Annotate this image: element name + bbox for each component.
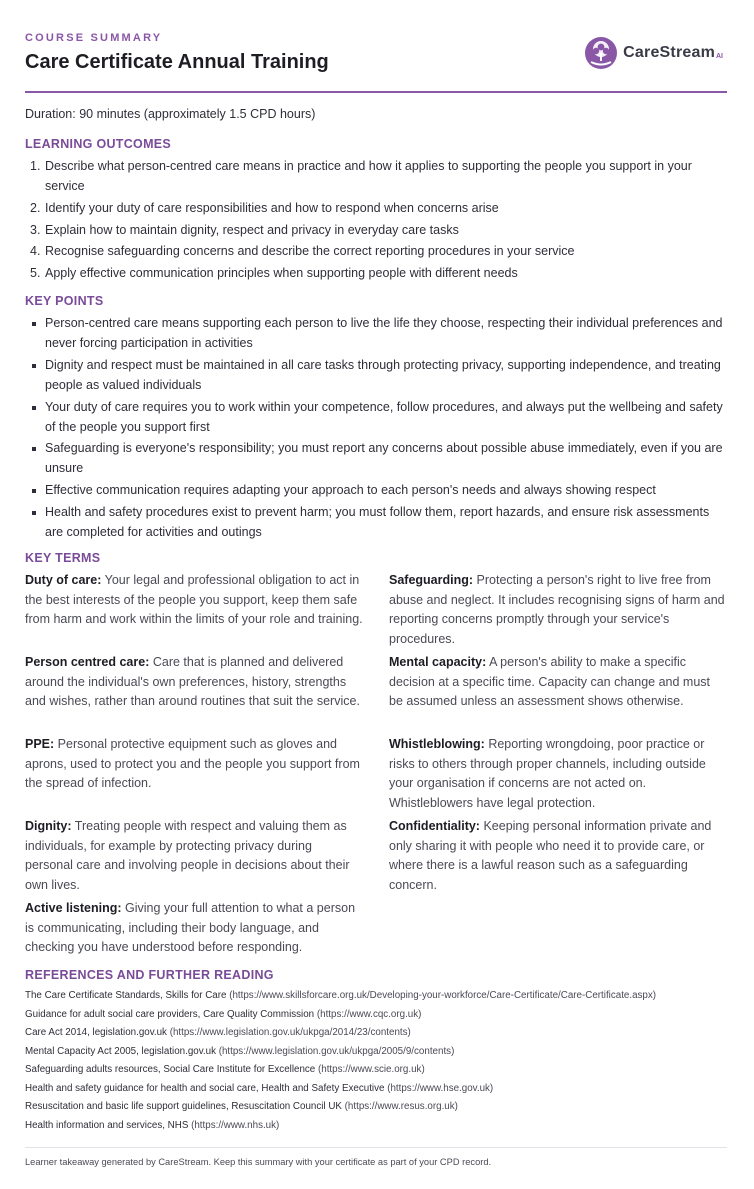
brand-name: CareStream [623,44,715,61]
reference-item: Health and safety guidance for health and social care, Health and Safety Executive (https://www.hse.gov.uk) [25,1082,494,1094]
course-duration: Duration: 90 minutes (approximately 1.5 CPD hours) [25,107,316,121]
list-item: 4. Recognise safeguarding concerns and describe the correct reporting procedures in your service [30,244,575,259]
reference-link[interactable]: (https://www.nhs.uk) [191,1119,280,1131]
list-item: 5. Apply effective communication principles when supporting people with different needs [30,266,518,281]
key-term: Duty of care: Your legal and professional obligation to act in the best interests of the people you support, keep them safe from harm and work within the limits of your role and training. [25,573,363,627]
key-term: Mental capacity: A person's ability to make a specific decision at a specific time. Capacity can change and must be assumed unless an assessment shows otherwise. [389,655,711,709]
reference-link[interactable]: (https://www.cqc.org.uk) [316,1008,422,1020]
key-term: Confidentiality: Keeping personal information private and only sharing it with people who need it to provide care, or where there is a lawful reason such as a safeguarding concern. [389,819,712,893]
reference-item: Safeguarding adults resources, Social Care Institute for Excellence (https://www.scie.org.uk) [25,1064,425,1075]
key-term: Whistleblowing: Reporting wrongdoing, poor practice or risks to others through proper channels, including outside your organisation if concerns are not acted on. Whistleblowers have legal protection. [389,737,706,811]
reference-item: Care Act 2014, legislation.gov.uk (https://www.legislation.gov.uk/ukpga/2014/23/contents) [25,1027,411,1038]
reference-link[interactable]: (https://www.skillsforcare.org.uk/Developing-your-workforce/Care-Certificate/Care-Certificate.aspx) [229,990,657,1001]
key-term: PPE: Personal protective equipment such as gloves and aprons, used to protect you and the people you support from the spread of infection. [25,737,360,791]
list-item: Person-centred care means supporting each person to live the life they choose, respecting their individual preferences and never forcing participation in activities [25,313,725,353]
reference-item: The Care Certificate Standards, Skills for Care (https://www.skillsforcare.org.uk/Developing-your-workforce/Care-Certificate/Care-Certificate.aspx) [25,990,657,1001]
reference-link[interactable]: (https://www.scie.org.uk) [318,1064,425,1075]
learning-outcomes-list [25,156,725,285]
eyebrow-label: COURSE SUMMARY [25,32,163,44]
list-item: Health and safety procedures exist to prevent harm; you must follow them, report hazards, and ensure risk assessments are completed for activities and outings [25,502,725,542]
header [25,0,727,93]
carestream-tree-logo-icon [584,36,618,70]
reference-item: Resuscitation and basic life support guidelines, Resuscitation Council UK (https://www.resus.org.uk) [25,1101,458,1112]
list-item: 2. Identify your duty of care responsibilities and how to respond when concerns arise [30,200,499,215]
reference-item: Guidance for adult social care providers, Care Quality Commission (https://www.cqc.org.uk) [25,1008,422,1020]
brand-suffix: AI [716,52,723,60]
key-term: Person centred care: Care that is planned and delivered around the individual's own preferences, history, strengths and wishes, rather than around routines that suit the service. [25,655,360,709]
list-item: Effective communication requires adapting your approach to each person's needs and always showing respect [25,480,725,500]
list-item: 3. Explain how to maintain dignity, respect and privacy in everyday care tasks [30,222,459,237]
key-terms-heading: KEY TERMS [25,551,101,565]
key-term: Active listening: Giving your full attention to what a person is communicating, including their body language, and checking you have understood before responding. [25,901,356,955]
reference-link[interactable]: (https://www.resus.org.uk) [344,1101,458,1112]
key-points-heading: KEY POINTS [25,294,104,308]
list-item: Your duty of care requires you to work within your competence, follow procedures, and always put the wellbeing and safety of the people you support first [25,397,725,437]
reference-link[interactable]: (https://www.hse.gov.uk) [387,1082,494,1094]
references-heading: REFERENCES AND FURTHER READING [25,968,274,982]
reference-link[interactable]: (https://www.legislation.gov.uk/ukpga/2005/9/contents) [218,1045,455,1057]
reference-item: Mental Capacity Act 2005, legislation.gov.uk (https://www.legislation.gov.uk/ukpga/2005/9/contents) [25,1045,455,1057]
list-item: 1. Describe what person-centred care means in practice and how it applies to supporting the people you support in your service [30,159,692,193]
list-item: Safeguarding is everyone's responsibility; you must report any concerns about possible abuse immediately, even if you are unsure [25,438,725,478]
key-points-list [25,313,725,544]
learning-outcomes-heading: LEARNING OUTCOMES [25,137,172,151]
key-term: Safeguarding: Protecting a person's right to live free from abuse and neglect. It includes recognising signs of harm and reporting concerns promptly through your service's procedures. [389,573,725,647]
key-term: Dignity: Treating people with respect and valuing them as individuals, for example by protecting privacy during personal care and involving people in decisions about their own lives. [25,819,350,893]
list-item: Dignity and respect must be maintained in all care tasks through protecting privacy, supporting independence, and treating people as valued individuals [25,355,725,395]
footer-note: Learner takeaway generated by CareStream. Keep this summary with your certificate as part of your CPD record. [25,1157,492,1167]
reference-item: Health information and services, NHS (https://www.nhs.uk) [25,1119,280,1131]
references-list [25,987,735,1135]
footer-divider [25,1147,727,1148]
brand-logo-block [584,36,723,70]
reference-link[interactable]: (https://www.legislation.gov.uk/ukpga/2014/23/contents) [169,1027,411,1038]
page-title: Care Certificate Annual Training [25,51,329,73]
